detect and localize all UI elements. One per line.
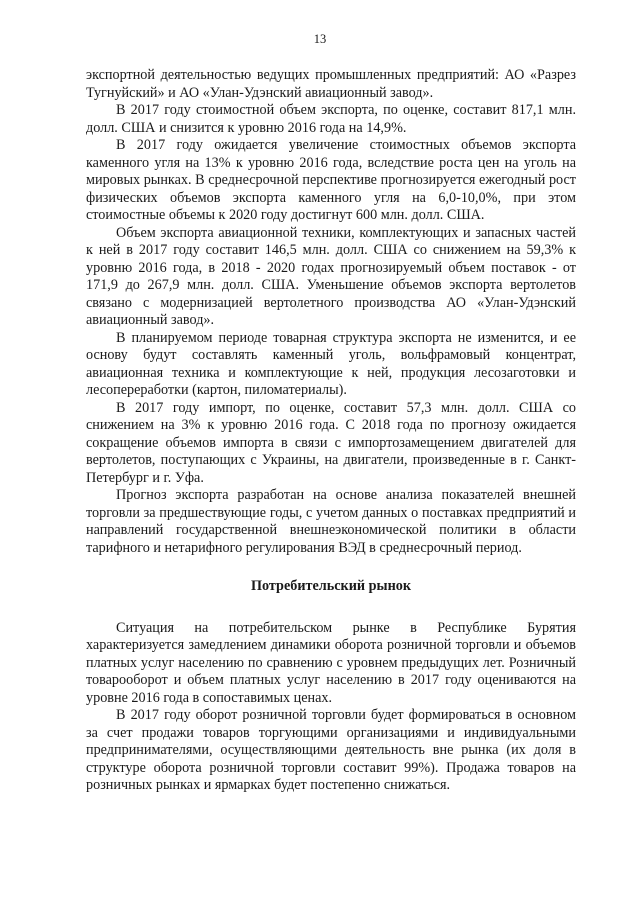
paragraph-export-structure: В планируемом периоде товарная структура экспорта не изменится, и ее основу будут составлять каменный уголь, вольфрамовый концентрат, авиационная техника и комплектующие к ней, продукция лесозаготовки и лесопереработки (картон, пиломатериалы). <box>86 329 576 398</box>
paragraph-import-2017: В 2017 году импорт, по оценке, составит 57,3 млн. долл. США со снижением на 3% к уровню 2016 года. С 2018 года по прогнозу ожидается сокращение объемов импорта в связи с импортозамещением двигателей для вертолетов, поступающих с Украины, на двигатели, произведенные в г. Санкт-Петербург и г. Уфа. <box>86 399 576 486</box>
page-number: 13 <box>313 32 327 46</box>
section-heading-consumer-market: Потребительский рынок <box>250 578 412 594</box>
paragraph-export-forecast-basis: Прогноз экспорта разработан на основе анализа показателей внешней торговли за предшествующие годы, с учетом данных о поставках предприятий и направлений государственной внешнеэкономической политики в области тарифного и нетарифного регулирования ВЭД в среднесрочный период. <box>86 487 576 556</box>
paragraph-coal-export: В 2017 году ожидается увеличение стоимостных объемов экспорта каменного угля на 13% к уровню 2016 года, вследствие роста цен на уголь на мировых рынках. В среднесрочной перспективе прогнозируется ежегодный рост физических объемов экспорта каменного угля на 6,0-10,0%, при этом стоимостные объемы к 2020 году достигнут 600 млн. долл. США. <box>86 137 576 223</box>
paragraph-export-value-2017: В 2017 году стоимостной объем экспорта, по оценке, составит 817,1 млн. долл. США и снизится к уровню 2016 года на 14,9%. <box>86 102 576 136</box>
paragraph-aviation-export: Объем экспорта авиационной техники, комплектующих и запасных частей к ней в 2017 году составит 146,5 млн. долл. США со снижением на 59,3% к уровню 2016 года, в 2018 - 2020 годах прогнозируемый объем поставок - от 171,9 до 267,9 млн. долл. США. Уменьшение объемов экспорта вертолетов связано с модернизацией вертолетного производства АО «Улан-Удэнский авиационный завод». <box>86 224 576 328</box>
paragraph-retail-turnover-2017: В 2017 году оборот розничной торговли будет формироваться в основном за счет продажи товаров торгующими организациями и индивидуальными предпринимателями, осуществляющими деятельность вне рынка (их доля в структуре оборота розничной торговли составит 99%). Продажа товаров на розничных рынках и ярмарках будет постепенно снижаться. <box>86 707 576 793</box>
body-text <box>86 67 576 795</box>
paragraph-export-continuation: экспортной деятельностью ведущих промышленных предприятий: АО «Разрез Тугнуйский» и АО «Улан-Удэнский авиационный завод». <box>86 67 576 101</box>
paragraph-consumer-market-situation: Ситуация на потребительском рынке в Республике Бурятия характеризуется замедлением динамики оборота розничной торговли и объемов платных услуг населению по сравнению с уровнем предыдущих лет. Розничный товарооборот и объем платных услуг населению в 2017 году оцениваются на уровне 2016 года в сопоставимых ценах. <box>86 619 576 706</box>
